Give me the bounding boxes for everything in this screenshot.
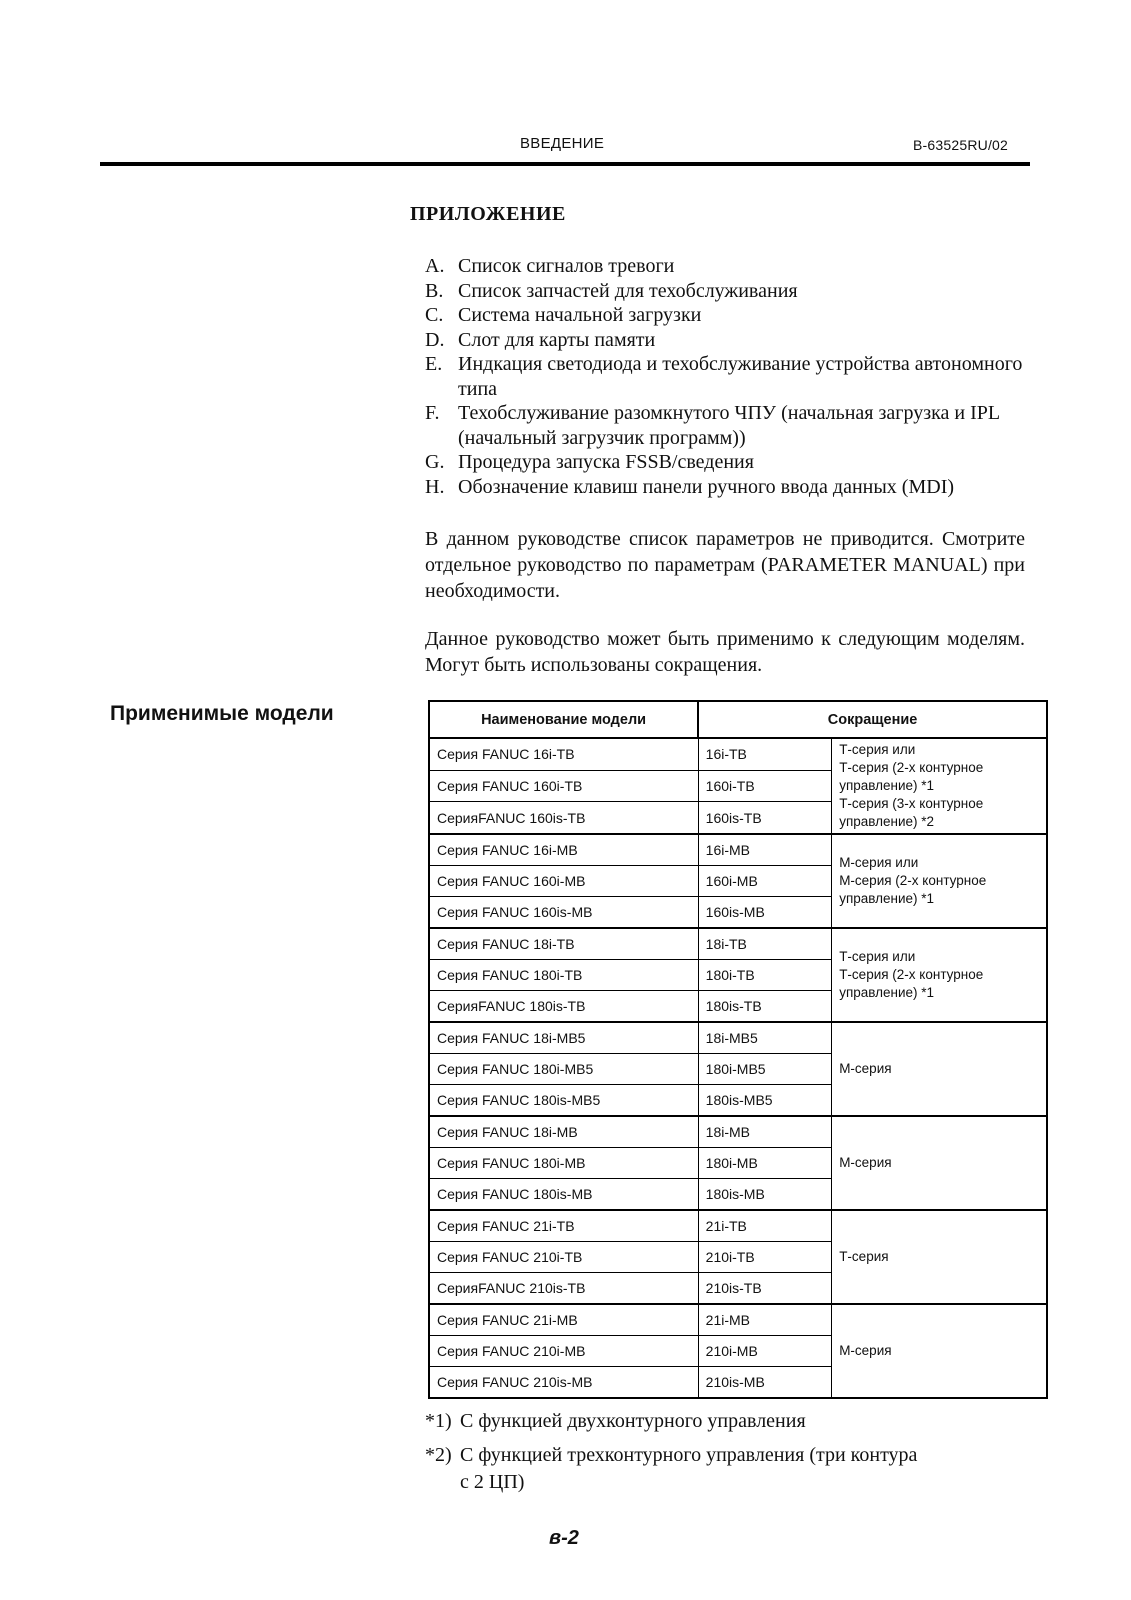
footnote-1: [425, 1408, 925, 1435]
abbreviation-cell: 18i-MB5: [698, 1022, 832, 1054]
model-name-cell: Серия FANUC 160i-MB: [429, 866, 698, 897]
abbreviation-cell: 180i-TB: [698, 960, 832, 991]
abbreviation-cell: 16i-TB: [698, 738, 832, 770]
model-name-cell: Серия FANUC 160i-TB: [429, 770, 698, 802]
header-section-title: ВВЕДЕНИЕ: [520, 135, 605, 152]
series-note-cell: М-серия: [832, 1116, 1047, 1210]
abbreviation-cell: 18i-MB: [698, 1116, 832, 1148]
abbreviation-cell: 210i-MB: [698, 1336, 832, 1367]
abbreviation-cell: 18i-TB: [698, 928, 832, 960]
model-name-cell: Серия FANUC 18i-MB5: [429, 1022, 698, 1054]
model-name-cell: СерияFANUC 180is-TB: [429, 991, 698, 1023]
series-note-cell: М-серия: [832, 1304, 1047, 1398]
footnote-mark: *2): [425, 1444, 452, 1466]
series-note-cell: М-серия или М-серия (2-х контурное управление) *1: [832, 834, 1047, 928]
abbreviation-cell: 180i-MB5: [698, 1054, 832, 1085]
abbreviation-cell: 210is-MB: [698, 1367, 832, 1399]
appendix-heading: ПРИЛОЖЕНИЕ: [410, 203, 566, 225]
model-name-cell: Серия FANUC 16i-TB: [429, 738, 698, 770]
appendix-item-letter: G.: [425, 451, 445, 473]
table-header-row: [429, 701, 1047, 738]
column-header-abbreviation: Сокращение: [698, 701, 1047, 738]
appendix-item-text: Техобслуживание разомкнутого ЧПУ (начальная загрузка и IPL (начальный загрузчик программ)): [458, 402, 1000, 449]
series-note-cell: Т-серия или Т-серия (2-х контурное управление) *1: [832, 928, 1047, 1022]
appendix-list: [425, 254, 1025, 499]
appendix-item-letter: H.: [425, 475, 445, 498]
abbreviation-cell: 160is-TB: [698, 802, 832, 834]
appendix-item-text: Система начальной загрузки: [458, 304, 702, 326]
model-name-cell: Серия FANUC 21i-MB: [429, 1304, 698, 1336]
appendix-item-letter: C.: [425, 304, 444, 326]
appendix-item: [425, 401, 1025, 450]
appendix-item: [425, 450, 1025, 475]
appendix-item: [425, 279, 1025, 304]
appendix-item-text: Обозначение клавиш панели ручного ввода данных (MDI): [458, 475, 955, 498]
model-name-cell: Серия FANUC 210is-MB: [429, 1367, 698, 1399]
abbreviation-cell: 210i-TB: [698, 1242, 832, 1273]
applicable-models-heading: Применимые модели: [110, 702, 334, 725]
model-name-cell: Серия FANUC 210i-MB: [429, 1336, 698, 1367]
abbreviation-cell: 160is-MB: [698, 897, 832, 929]
model-name-cell: СерияFANUC 160is-TB: [429, 802, 698, 834]
appendix-item-letter: E.: [425, 353, 443, 375]
footnote-mark: *1): [425, 1410, 452, 1432]
model-name-cell: Серия FANUC 160is-MB: [429, 897, 698, 929]
appendix-item-text: Слот для карты памяти: [458, 328, 656, 351]
abbreviation-cell: 180is-MB: [698, 1179, 832, 1211]
appendix-item: [425, 328, 1025, 353]
header-rule: [100, 162, 1030, 166]
model-name-cell: Серия FANUC 180i-TB: [429, 960, 698, 991]
applicable-models-intro: Данное руководство может быть применимо к следующим моделям. Могут быть использованы сокращения.: [425, 628, 1025, 676]
model-name-cell: СерияFANUC 210is-TB: [429, 1273, 698, 1305]
appendix-item-letter: A.: [425, 255, 445, 277]
abbreviation-cell: 180i-MB: [698, 1148, 832, 1179]
model-name-cell: Серия FANUC 18i-MB: [429, 1116, 698, 1148]
table-row: [429, 1022, 1047, 1054]
appendix-item: [425, 303, 1025, 328]
abbreviation-cell: 210is-TB: [698, 1273, 832, 1305]
abbreviation-cell: 180is-TB: [698, 991, 832, 1023]
table-row: [429, 1116, 1047, 1148]
model-name-cell: Серия FANUC 180i-MB5: [429, 1054, 698, 1085]
column-header-model: Наименование модели: [429, 701, 698, 738]
table-row: [429, 1304, 1047, 1336]
page-number: в-2: [549, 1527, 579, 1549]
appendix-item-text: Список сигналов тревоги: [458, 255, 675, 277]
table-row: [429, 928, 1047, 960]
abbreviation-cell: 160i-MB: [698, 866, 832, 897]
appendix-item: [425, 254, 1025, 279]
appendix-item-text: Список запчастей для техобслуживания: [458, 279, 798, 302]
footnote-text: С функцией двухконтурного управления: [460, 1410, 806, 1432]
appendix-item-text: Процедура запуска FSSB/сведения: [458, 451, 754, 473]
model-name-cell: Серия FANUC 16i-MB: [429, 834, 698, 866]
table-row: [429, 738, 1047, 770]
abbreviation-cell: 16i-MB: [698, 834, 832, 866]
series-note-cell: М-серия: [832, 1022, 1047, 1116]
table-body: [429, 738, 1047, 1398]
abbreviation-cell: 160i-TB: [698, 770, 832, 802]
applicable-models-table: [428, 700, 1048, 1399]
appendix-item-letter: B.: [425, 279, 444, 302]
model-name-cell: Серия FANUC 18i-TB: [429, 928, 698, 960]
appendix-item-text: Индкация светодиода и техобслуживание устройства автономного типа: [458, 353, 1023, 400]
series-note-cell: Т-серия: [832, 1210, 1047, 1304]
footnote-text: С функцией трехконтурного управления (три контура с 2 ЦП): [460, 1444, 918, 1493]
appendix-item: [425, 475, 1025, 500]
appendix-item: [425, 352, 1025, 401]
abbreviation-cell: 180is-MB5: [698, 1085, 832, 1117]
model-name-cell: Серия FANUC 180is-MB: [429, 1179, 698, 1211]
appendix-item-letter: D.: [425, 328, 445, 351]
appendix-item-letter: F.: [425, 402, 440, 424]
abbreviation-cell: 21i-TB: [698, 1210, 832, 1242]
model-name-cell: Серия FANUC 21i-TB: [429, 1210, 698, 1242]
header-document-code: B-63525RU/02: [913, 137, 1009, 153]
table-row: [429, 1210, 1047, 1242]
footnote-2: [425, 1442, 925, 1496]
model-name-cell: Серия FANUC 210i-TB: [429, 1242, 698, 1273]
model-name-cell: Серия FANUC 180is-MB5: [429, 1085, 698, 1117]
abbreviation-cell: 21i-MB: [698, 1304, 832, 1336]
series-note-cell: Т-серия или Т-серия (2-х контурное управление) *1 Т-серия (3-х контурное управление) *2: [832, 738, 1047, 834]
parameter-manual-note: В данном руководстве список параметров не приводится. Смотрите отдельное руководство по параметрам (PARAMETER MANUAL) при необходимости.: [425, 528, 1025, 602]
model-name-cell: Серия FANUC 180i-MB: [429, 1148, 698, 1179]
table-row: [429, 834, 1047, 866]
